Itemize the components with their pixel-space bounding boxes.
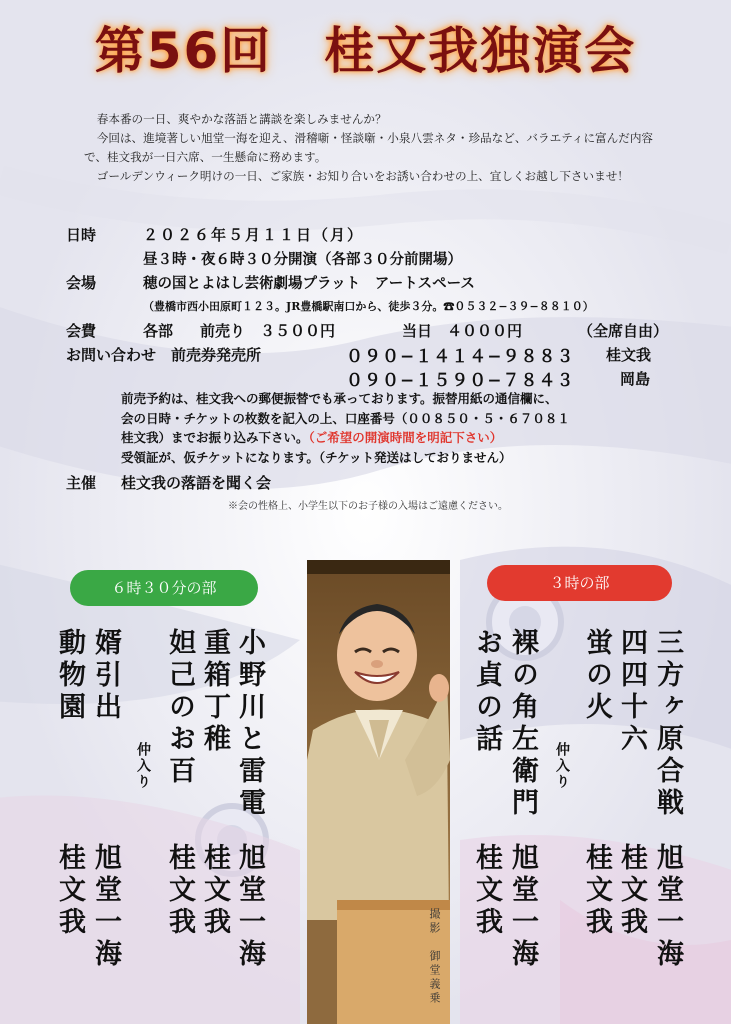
reservation-highlight: （ご希望の開演時間を明記下さい） bbox=[308, 430, 503, 445]
organizer-value: 桂文我の落語を聞く会 bbox=[121, 474, 272, 492]
afternoon-program-5-performer: 桂文我 bbox=[471, 843, 502, 939]
fee-label: 会費 bbox=[66, 322, 97, 340]
afternoon-program-5-title: お貞の話 bbox=[471, 628, 502, 756]
fee-part: 各部 bbox=[143, 322, 174, 340]
phone-1: ０９０−１４１４−９８８３ bbox=[346, 347, 575, 367]
organizer-label: 主催 bbox=[66, 474, 97, 492]
afternoon-session-heading: ３時の部 bbox=[487, 565, 672, 601]
afternoon-program-4-title: 裸の角左衛門 bbox=[507, 628, 538, 820]
evening-program-3-performer: 桂文我 bbox=[164, 843, 195, 939]
afternoon-program-4-performer: 旭堂一海 bbox=[507, 843, 538, 971]
reservation-line-2: 会の日時・チケットの枚数を記入の上、口座番号（００８５０・５・６７０８１ bbox=[121, 410, 570, 426]
contact-label: お問い合わせ 前売券発売所 bbox=[66, 346, 262, 364]
venue-address: （豊橋市西小田原町１２３。JR豊橋駅南口から、徒歩３分。☎０５３２−３９−８８１０） bbox=[143, 300, 594, 313]
evening-program-4-performer: 旭堂一海 bbox=[90, 843, 121, 971]
event-title: 第56回 桂文我独演会 bbox=[94, 22, 637, 80]
phone-2: ０９０−１５９０−７８４３ bbox=[346, 371, 575, 391]
evening-program-5-title: 動物園 bbox=[54, 628, 85, 724]
evening-program-2-title: 重箱丁稚 bbox=[199, 628, 230, 756]
intro-line-2: 今回は、進境著しい旭堂一海を迎え、滑稽噺・怪談噺・小泉八雲ネタ・珍品など、バラエティに富んだ内容で、桂文我が一日六席、一生懸命に務めます。 bbox=[84, 131, 654, 164]
evening-program-4-title: 婿引出 bbox=[90, 628, 121, 724]
reservation-notes bbox=[121, 389, 681, 467]
evening-program-2-performer: 桂文我 bbox=[199, 843, 230, 939]
fee-advance: 前売り ３５００円 bbox=[200, 322, 336, 340]
evening-session-heading: ６時３０分の部 bbox=[70, 570, 258, 606]
afternoon-program-2-performer: 桂文我 bbox=[616, 843, 647, 939]
afternoon-program-2-title: 四四十六 bbox=[616, 628, 647, 756]
fee-note: （全席自由） bbox=[578, 322, 669, 340]
date-label: 日時 bbox=[66, 226, 97, 244]
evening-interval: 仲入り bbox=[135, 742, 151, 790]
photo-credit: 撮影 御堂義乗 bbox=[428, 908, 441, 1006]
reservation-line-1: 前売予約は、桂文我への郵便振替でも承っております。振替用紙の通信欄に、 bbox=[121, 391, 558, 406]
venue-label: 会場 bbox=[66, 274, 97, 292]
venue-value: 穂の国とよはし芸術劇場プラット アートスペース bbox=[143, 275, 475, 292]
age-note: ※会の性格上、小学生以下のお子様の入場はご遠慮ください。 bbox=[228, 501, 508, 512]
afternoon-program-3-performer: 桂文我 bbox=[581, 843, 612, 939]
phone-1-name: 桂文我 bbox=[606, 346, 652, 364]
intro-line-1: 春本番の一日、爽やかな落語と講談を楽しみませんか？ bbox=[96, 112, 387, 126]
afternoon-program-1-title: 三方ヶ原合戦 bbox=[652, 628, 683, 820]
time-value: 昼３時・夜６時３０分開演（各部３０分前開場） bbox=[143, 251, 462, 268]
phone-2-name: 岡島 bbox=[620, 370, 651, 388]
evening-program-1-performer: 旭堂一海 bbox=[234, 843, 265, 971]
date-value: ２０２６年５月１１日（月） bbox=[143, 226, 365, 244]
evening-program-5-performer: 桂文我 bbox=[54, 843, 85, 939]
reservation-line-3-text: 桂文我）までお振り込み下さい。 bbox=[121, 430, 309, 445]
intro-line-3: ゴールデンウィーク明けの一日、ご家族・お知り合いをお誘い合わせの上、宜しくお越し下さいませ！ bbox=[96, 169, 629, 183]
evening-program-3-title: 妲己のお百 bbox=[164, 628, 195, 788]
fee-door: 当日 ４０００円 bbox=[402, 322, 523, 340]
reservation-line-3 bbox=[121, 428, 681, 448]
reservation-line-4: 受領証が、仮チケットになります。（チケット発送はしておりません） bbox=[121, 449, 512, 465]
afternoon-program-3-title: 蛍の火 bbox=[581, 628, 612, 724]
evening-program-1-title: 小野川と雷電 bbox=[234, 628, 265, 820]
afternoon-program-1-performer: 旭堂一海 bbox=[652, 843, 683, 971]
afternoon-interval: 仲入り bbox=[554, 742, 570, 790]
